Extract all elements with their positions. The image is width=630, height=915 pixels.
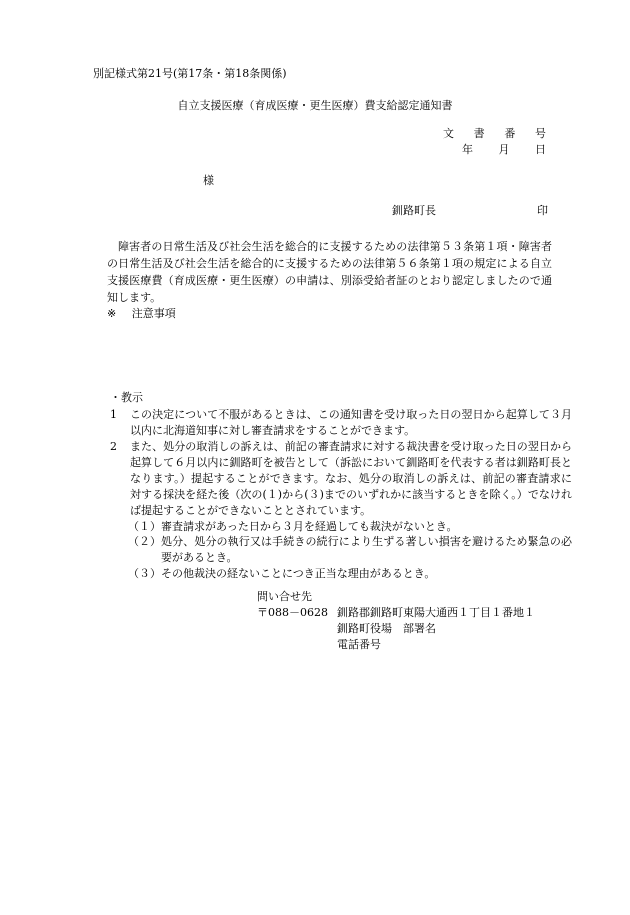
contact-address: 釧路郡釧路町東陽大通西１丁目１番地１ [337,605,535,619]
subitem-number: （１） [128,519,161,533]
postal-code: 〒088－0628 [257,605,328,619]
contact-office: 釧路町役場 部署名 [337,621,436,635]
contact-phone-label: 電話番号 [337,637,381,651]
contact-address-row [257,605,535,621]
subitem-text: 処分、処分の執行又は手続きの続行により生ずる著しい損害を避けるため緊急の必要があるとき。 [161,535,572,565]
item-number: 1 [110,407,117,421]
instruction-heading: ・教示 [110,391,143,404]
docno-char: 文 [443,127,454,140]
docno-char: 番 [504,127,516,140]
subitem-number: （３） [128,567,161,581]
issuer-name: 釧路町長 [392,204,436,217]
item-text: この決定について不服があるときは、この通知書を受け取った日の翌日から起算して３月以内に北海道知事に対し審査請求をすることができます。 [130,407,572,437]
addressee-suffix: 様 [203,174,214,187]
notice-body [107,238,552,306]
issuer-line [392,203,548,219]
contact-block [257,589,535,653]
instruction-section [110,390,572,582]
instruction-subitem [128,534,572,566]
docno-char: 号 [534,127,546,140]
contact-office-row [257,621,535,637]
docno-char: 書 [473,127,485,140]
subitem-number: （２） [128,535,161,549]
notes-heading [107,306,176,322]
item-text: また、処分の取消しの訴えは、前記の審査請求に対する裁決書を受け取った日の翌日から起算して６月以内に釧路町を被告として（訴訟において釧路町を代表する者は釧路町長となります。）提起することができます。なお、処分の取消しの訴えは、前記の審査請求に対する採決を経た後（次の(１)から(３)までのいずれかに該当するときを除く。）でなければ提起することができないこととされています。 [130,439,572,517]
form-number: 別記様式第21号(第17条・第18条関係) [93,67,287,80]
contact-spacer [257,637,337,653]
date-day-label: 日 [535,143,546,156]
contact-phone-row [257,637,535,653]
contact-spacer [257,621,337,637]
date-year-label: 年 [462,143,473,156]
item-number: 2 [110,439,117,453]
instruction-item [110,439,572,519]
date-month-label: 月 [498,143,510,156]
document-title: 自立支援医療（育成医療・更生医療）費支給認定通知書 [177,99,453,112]
instruction-item [110,407,572,439]
reference-mark: ※ [107,307,117,320]
document-number-field [443,126,546,142]
instruction-subitem [128,566,572,582]
seal-mark: 印 [537,204,548,217]
notes-label: 注意事項 [131,307,176,320]
contact-heading: 問い合せ先 [257,590,312,603]
notice-body-text: 障害者の日常生活及び社会生活を総合的に支援するための法律第５３条第１項・障害者の日常生活及び社会生活を総合的に支援するための法律第５６条第１項の規定による自立支援医療費（育成医療・更生医療）の申請は、別添受給者証のとおり認定しましたので通知します。 [107,240,552,305]
instruction-subitem [128,519,572,535]
subitem-text: 審査請求があった日から３月を経過しても裁決がないとき。 [161,519,458,533]
date-field [462,142,546,158]
subitem-text: その他裁決の経ないことにつき正当な理由があるとき。 [161,567,436,581]
